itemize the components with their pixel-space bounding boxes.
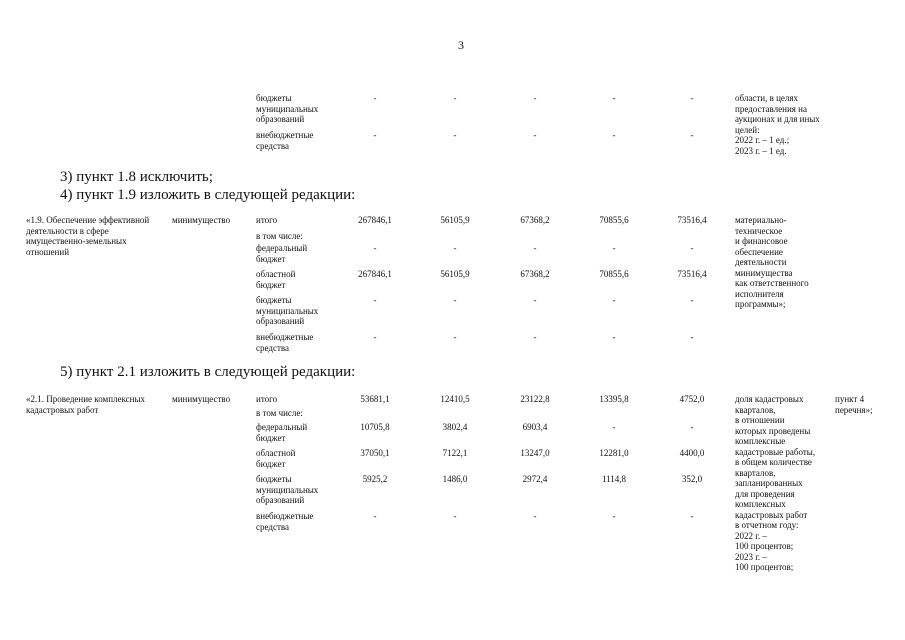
row-label: бюджеты муниципальных образований — [256, 295, 319, 326]
row-label: областной бюджет — [256, 269, 296, 290]
value-cell: - — [612, 93, 616, 103]
value-cell: 5925,2 — [362, 474, 388, 484]
value-cell: 1114,8 — [601, 474, 627, 484]
value-cell: - — [690, 130, 694, 140]
value-cell: - — [612, 243, 616, 253]
value-cell: - — [453, 511, 457, 521]
value-cell: 4752,0 — [679, 394, 705, 404]
value-cell: - — [612, 130, 616, 140]
row-label: внебюджетные средства — [256, 130, 314, 151]
value-cell: - — [612, 511, 616, 521]
value-cell: 4400,0 — [679, 448, 705, 458]
value-cell: - — [453, 295, 457, 305]
row-label: федеральный бюджет — [256, 243, 308, 264]
value-cell: 6903,4 — [522, 422, 548, 432]
value-cell: 13395,8 — [599, 394, 629, 404]
value-cell: 7122,1 — [442, 448, 468, 458]
heading-item-5: 5) пункт 2.1 изложить в следующей редакции: — [60, 364, 356, 380]
value-cell: - — [690, 295, 694, 305]
row-label: внебюджетные средства — [256, 332, 314, 353]
value-cell: - — [453, 93, 457, 103]
value-cell: - — [373, 93, 377, 103]
executor: минимущество — [172, 394, 231, 404]
value-cell: - — [533, 332, 537, 342]
value-cell: 73516,4 — [677, 269, 707, 279]
value-cell: - — [533, 243, 537, 253]
value-cell: - — [533, 130, 537, 140]
value-cell: 12410,5 — [440, 394, 470, 404]
value-cell: 53681,1 — [360, 394, 390, 404]
value-cell: - — [453, 332, 457, 342]
row-label: внебюджетные средства — [256, 511, 314, 532]
value-cell: - — [612, 422, 616, 432]
value-cell: - — [533, 93, 537, 103]
value-cell: 12281,0 — [599, 448, 629, 458]
value-cell: 37050,1 — [360, 448, 390, 458]
value-cell: 73516,4 — [677, 215, 707, 225]
value-cell: - — [373, 511, 377, 521]
value-cell: - — [690, 93, 694, 103]
value-cell: 267846,1 — [358, 215, 392, 225]
value-cell: 67368,2 — [520, 269, 550, 279]
value-cell: - — [612, 332, 616, 342]
row-label: итого — [256, 215, 278, 225]
value-cell: - — [690, 511, 694, 521]
value-cell: 56105,9 — [440, 269, 470, 279]
row-label: бюджеты муниципальных образований — [256, 93, 319, 124]
section-title: «2.1. Проведение комплексных кадастровых работ — [26, 394, 146, 415]
row-label: в том числе: — [256, 231, 303, 241]
page-number: 3 — [458, 38, 464, 52]
row-label: в том числе: — [256, 408, 303, 418]
value-cell: 352,0 — [681, 474, 703, 484]
row-label: бюджеты муниципальных образований — [256, 474, 319, 505]
value-cell: - — [612, 295, 616, 305]
value-cell: - — [533, 511, 537, 521]
value-cell: - — [533, 295, 537, 305]
value-cell: 13247,0 — [520, 448, 550, 458]
row-label: федеральный бюджет — [256, 422, 308, 443]
value-cell: 3802,4 — [442, 422, 468, 432]
value-cell: 56105,9 — [440, 215, 470, 225]
value-cell: - — [373, 295, 377, 305]
indicator-text: материально- техническое и финансовое обеспечение деятельности минимущества как ответственного исполнителя программы»; — [735, 215, 809, 309]
heading-item-4: 4) пункт 1.9 изложить в следующей редакции: — [60, 187, 356, 203]
section-title: «1.9. Обеспечение эффективной деятельности в сфере имущественно-земельных отношений — [26, 215, 150, 257]
value-cell: - — [690, 422, 694, 432]
value-cell: 23122,8 — [520, 394, 550, 404]
value-cell: 10705,8 — [360, 422, 390, 432]
heading-item-3: 3) пункт 1.8 исключить; — [60, 169, 213, 185]
value-cell: - — [690, 332, 694, 342]
indicator-text: доля кадастровых кварталов, в отношении которых проведены комплексные кадастровые работы, в общем количестве кварталов, запланированных для проведения комплексных кадастровых работ в отчетном году: 2022 г. – 100 процентов; 2023 г. – 100 процентов; — [735, 394, 816, 572]
value-cell: 67368,2 — [520, 215, 550, 225]
indicator-text: области, в целях предоставления на аукционах и для иных целей: 2022 г. – 1 ед.; 2023 г. – 1 ед. — [735, 93, 820, 156]
row-label: областной бюджет — [256, 448, 296, 469]
value-cell: 1486,0 — [442, 474, 468, 484]
value-cell: - — [453, 130, 457, 140]
row-label: итого — [256, 394, 278, 404]
value-cell: - — [453, 243, 457, 253]
value-cell: 2972,4 — [522, 474, 548, 484]
value-cell: - — [690, 243, 694, 253]
value-cell: 70855,6 — [599, 269, 629, 279]
value-cell: 267846,1 — [358, 269, 392, 279]
value-cell: - — [373, 243, 377, 253]
executor: минимущество — [172, 215, 231, 225]
value-cell: - — [373, 130, 377, 140]
value-cell: - — [373, 332, 377, 342]
reference-text: пункт 4 перечня»; — [835, 394, 873, 415]
value-cell: 70855,6 — [599, 215, 629, 225]
